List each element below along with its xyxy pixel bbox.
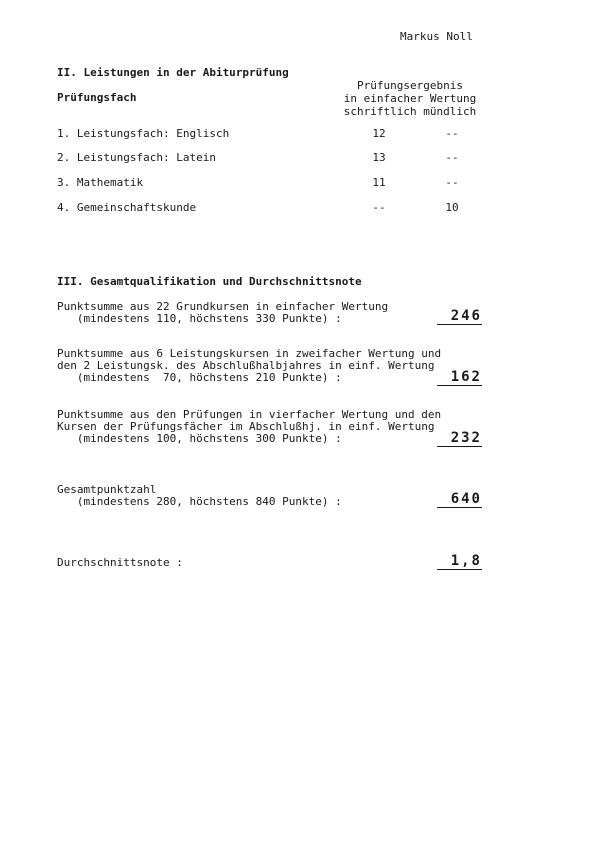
table-row-oral: -- <box>445 151 459 164</box>
table-row-written: -- <box>372 201 386 214</box>
result-header-line3: schriftlich mündlich <box>343 105 477 118</box>
average-label: Durchschnittsnote : <box>57 556 183 569</box>
value-underline <box>437 569 482 570</box>
section2-heading: II. Leistungen in der Abiturprüfung <box>57 66 289 79</box>
table-row-oral: 10 <box>445 201 459 214</box>
value-underline <box>437 446 482 447</box>
value-underline <box>437 324 482 325</box>
block-text-line: Punktsumme aus den Prüfungen in vierfacher Wertung und den <box>57 408 442 421</box>
average-value: 1,8 <box>450 553 482 569</box>
table-row-subject: 3. Mathematik <box>57 176 144 189</box>
table-row-oral: -- <box>445 127 459 140</box>
points-value: 162 <box>450 369 482 385</box>
block-text-line: Punktsumme aus 6 Leistungskursen in zweifacher Wertung und <box>57 347 442 360</box>
table-row-written: 11 <box>372 176 386 189</box>
block-text-line: Kursen der Prüfungsfächer im Abschlußhj. in einf. Wertung <box>57 420 435 433</box>
table-row-subject: 1. Leistungsfach: Englisch <box>57 127 230 140</box>
block-text-line: (mindestens 280, höchstens 840 Punkte) : <box>57 495 342 508</box>
block-text-line: (mindestens 110, höchstens 330 Punkte) : <box>57 312 342 325</box>
block-text-line: Punktsumme aus 22 Grundkursen in einfacher Wertung <box>57 300 389 313</box>
value-underline <box>437 507 482 508</box>
points-value: 232 <box>450 430 482 446</box>
author-name: Markus Noll <box>400 30 473 43</box>
section3-heading: III. Gesamtqualifikation und Durchschnittsnote <box>57 275 362 288</box>
table-row-written: 13 <box>372 151 386 164</box>
result-header-line1: Prüfungsergebnis <box>357 79 463 92</box>
table-row-written: 12 <box>372 127 386 140</box>
points-value: 640 <box>450 491 482 507</box>
table-row-subject: 4. Gemeinschaftskunde <box>57 201 197 214</box>
block-text-line: den 2 Leistungsk. des Abschlußhalbjahres in einf. Wertung <box>57 359 435 372</box>
table-row-oral: -- <box>445 176 459 189</box>
subject-column-header: Prüfungsfach <box>57 91 137 104</box>
table-row-subject: 2. Leistungsfach: Latein <box>57 151 216 164</box>
block-text-line: Gesamtpunktzahl <box>57 483 157 496</box>
result-header-line2: in einfacher Wertung <box>343 92 477 105</box>
points-value: 246 <box>450 308 482 324</box>
block-text-line: (mindestens 100, höchstens 300 Punkte) : <box>57 432 342 445</box>
block-text-line: (mindestens 70, höchstens 210 Punkte) : <box>57 371 342 384</box>
value-underline <box>437 385 482 386</box>
